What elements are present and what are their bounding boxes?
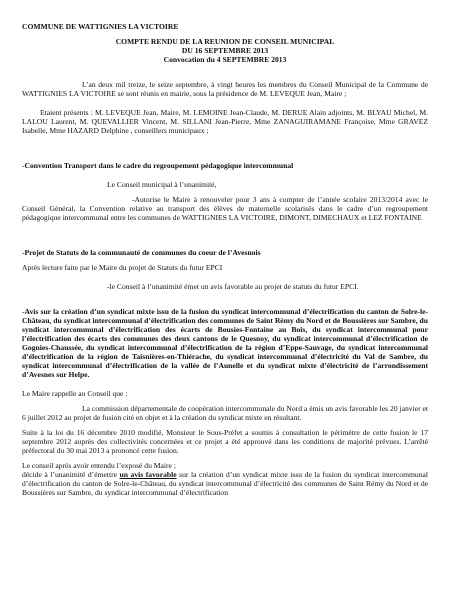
statuts-intro: Après lecture faite par le Maire du projet de Statuts du futur EPCI — [22, 263, 223, 272]
convocation-date: Convocation du 4 SEPTEMBRE 2013 — [163, 55, 287, 64]
report-title: COMPTE RENDU DE LA REUNION DE CONSEIL MUNICIPAL — [115, 37, 335, 46]
syndicat-para2: Suite à la loi du 16 décembre 2010 modifié, Monsieur le Sous-Préfet a soumis à consultation le périmètre de cette fusion le 17 septembre 2012 auprès des collectivités concernées et ce projet a été approuvé dans les conditions de majorité prévues. L’arrêté préfectoral du 30 mai 2013 a prononcé cette fusion. — [22, 428, 428, 455]
transport-decision: Le Conseil municipal à l’unanimité, — [107, 180, 217, 189]
decision-favorable: un avis favorable — [119, 470, 177, 479]
section-title-statuts: -Projet de Statuts de la communauté de communes du coeur de l’Avesnois — [22, 248, 261, 257]
decision-prefix: décide à l’unanimité d’émettre — [22, 470, 120, 479]
statuts-decision: -le Conseil à l’unanimité émet un avis favorable au projet de statuts du futur EPCI. — [107, 282, 359, 291]
syndicat-heard: Le conseil après avoir entendu l’exposé du Maire ; — [22, 461, 176, 470]
syndicat-decision — [22, 470, 428, 497]
syndicat-para1: La commission départementale de coopération intercommunale du Nord a émis un avis favorable les 20 janvier et 6 juillet 2012 au projet de fusion cité en objet et à la création du syndicat mixte en résultant. — [22, 404, 428, 422]
section-title-transport: -Convention Transport dans le cadre du regroupement pédagogique intercommunal — [22, 161, 294, 170]
attendees-paragraph: Etaient présents : M. LEVEQUE Jean, Maire, M. LEMOINE Jean-Claude, M. DERUE Alain adjoints, M. BLYAU Michel, M. LALOU Laurent, M. QUEVALLIER Vincent, M. SILLANI Jean-Pierre, Mme ZANAGUIRAMANE Françoise, Mme GRAVEZ Isabelle, Mme HAZARD Delphine , conseillers municipaux ; — [22, 108, 428, 135]
intro-paragraph: L’an deux mil treize, le seize septembre, à vingt heures les membres du Conseil Municipal de la Commune de WATTIGNIES LA VICTOIRE se sont réunis en mairie, sous la présidence de M. LEVEQUE Jean, Maire ; — [22, 80, 428, 98]
syndicat-recall: Le Maire rappelle au Conseil que : — [22, 389, 128, 398]
report-date: DU 16 SEPTEMBRE 2013 — [181, 46, 269, 55]
commune-heading: COMMUNE DE WATTIGNIES LA VICTOIRE — [22, 22, 179, 31]
transport-body: -Autorise le Maire à renouveler pour 3 ans à compter de l’année scolaire 2013/2014 avec le Conseil Général, la Convention relative au transport des élèves de maternelle scolarisés dans le cadre d’un regroupement pédagogique intercommunal entre les communes de WATTIGNIES LA VICTOIRE, DIMONT, DIMECHAUX et LEZ FONTAINE — [22, 195, 428, 222]
section-title-syndicat: -Avis sur la création d’un syndicat mixte issu de la fusion du syndicat intercommunal d’électrification du canton de Solre-le-Château, du syndicat intercommunal d’électrification des communes de Saint Rémy du Nord et de Boussières sur Sambre, du syndicat intercommunal d’électrification des écarts de Bousies-Fontaine au Bois, du syndicat intercommunal pour l’électrification des écarts des communes des deux cantons de le Quesnoy, du syndicat intercommunal d’électrification de Gognies-Chaussée, du syndicat intercommunal d’électrification de la région d’Eppe-Sauvage, du syndicat intercommunal d’électrification de la région de Taisnières-en-Thiérache, du syndicat intercommunal d’électricité du Val de Sambre, du syndicat intercommunal d’électrification de la vallée de l’Aunelle et du syndicat mixte d’électricité de l’arrondissement d’Avesnes sur Helpe. — [22, 307, 428, 379]
decision-suffix: sur la création d’un syndicat mixte issu de la fusion du syndicat intercommunal d’électrification du canton de Solre-le-Château, du syndicat intercommunal d’électricité des communes de Saint Rémy du Nord et de Boussières sur Sambre, du syndicat intercommunal d’électrification — [22, 470, 428, 497]
